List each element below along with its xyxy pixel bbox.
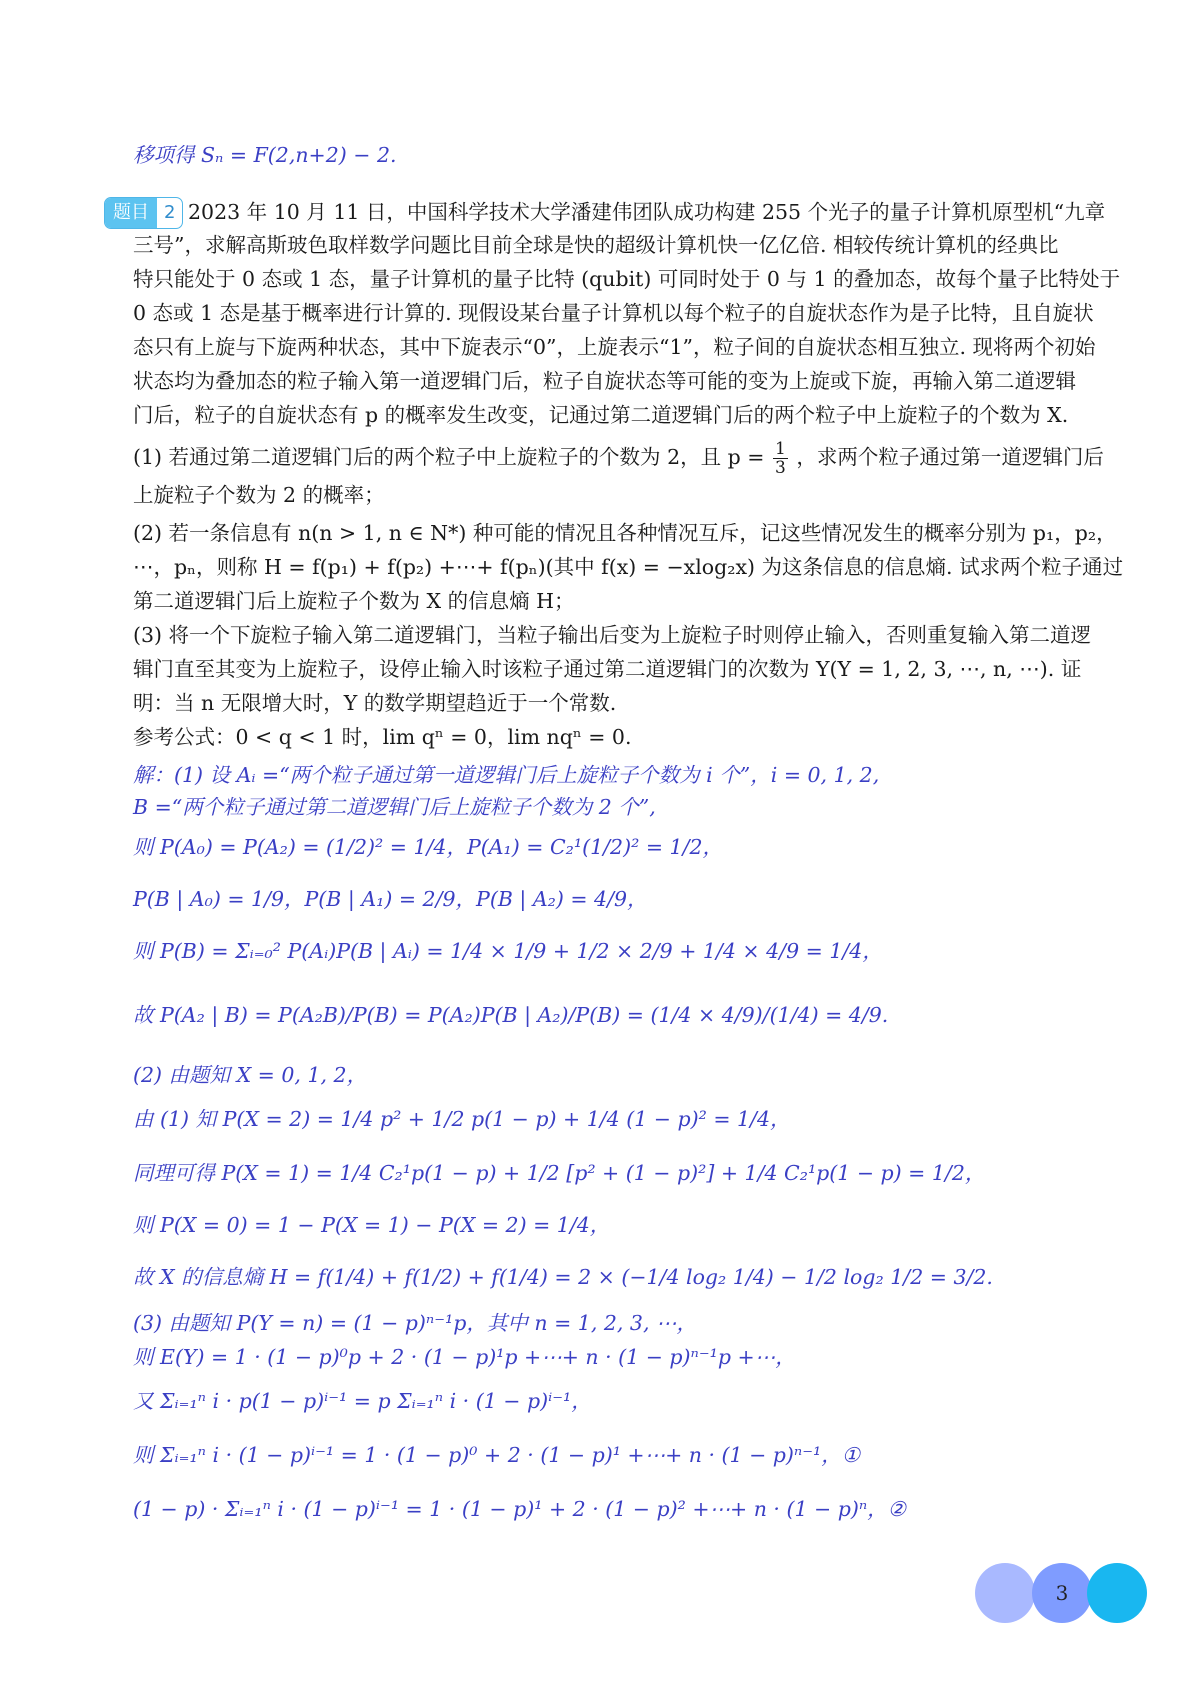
question-1-line-1 bbox=[133, 440, 1104, 477]
question-1-text-a: (1) 若通过第二道逻辑门后的两个粒子中上旋粒子的个数为 2，且 p = bbox=[133, 445, 765, 469]
solution-line-7: 由 (1) 知 P(X = 2) = 1/4 p² + 1/2 p(1 − p) + 1/4 (1 − p)² = 1/4， bbox=[133, 1107, 791, 1131]
question-1-fraction bbox=[773, 440, 788, 477]
solution-line-6: (2) 由题知 X = 0, 1, 2， bbox=[133, 1063, 368, 1087]
problem-tag-number: 2 bbox=[164, 202, 176, 223]
solution-line-14: 则 Σᵢ₌₁ⁿ i · (1 − p)ⁱ⁻¹ = 1 · (1 − p)⁰ + 2 · (1 − p)¹ +⋯+ n · (1 − p)ⁿ⁻¹，① bbox=[133, 1443, 861, 1467]
solution-line-10: 故 X 的信息熵 H = f(1/4) + f(1/2) + f(1/4) = 2 × (−1/4 log₂ 1/4) − 1/2 log₂ 1/2 = 3/2. bbox=[133, 1265, 993, 1289]
solution-line-0: 解：(1) 设 Aᵢ =“两个粒子通过第一道逻辑门后上旋粒子个数为 i 个”，i = 0, 1, 2, bbox=[133, 763, 880, 787]
page-badge-circle-left bbox=[975, 1563, 1035, 1623]
question-3-line-2: 明：当 n 无限增大时，Y 的数学期望趋近于一个常数. bbox=[133, 691, 617, 715]
question-2-line-1: ⋯，pₙ，则称 H = f(p₁) + f(p₂) +⋯+ f(pₙ)(其中 f(x) = −xlog₂x) 为这条信息的信息熵. 试求两个粒子通过 bbox=[133, 555, 1124, 579]
solution-line-13: 又 Σᵢ₌₁ⁿ i · p(1 − p)ⁱ⁻¹ = p Σᵢ₌₁ⁿ i · (1 − p)ⁱ⁻¹， bbox=[133, 1389, 592, 1413]
question-3-line-1: 辑门直至其变为上旋粒子，设停止输入时该粒子通过第二道逻辑门的次数为 Y(Y = 1, 2, 3, ⋯, n, ⋯). 证 bbox=[133, 657, 1082, 681]
solution-line-15: (1 − p) · Σᵢ₌₁ⁿ i · (1 − p)ⁱ⁻¹ = 1 · (1 − p)¹ + 2 · (1 − p)² +⋯+ n · (1 − p)ⁿ，② bbox=[133, 1497, 907, 1521]
solution-line-8: 同理可得 P(X = 1) = 1/4 C₂¹p(1 − p) + 1/2 [p² + (1 − p)²] + 1/4 C₂¹p(1 − p) = 1/2， bbox=[133, 1161, 986, 1185]
solution-line-3: P(B | A₀) = 1/9，P(B | A₁) = 2/9，P(B | A₂) = 4/9， bbox=[133, 887, 648, 911]
solution-line-12: 则 E(Y) = 1 · (1 − p)⁰p + 2 · (1 − p)¹p +⋯+ n · (1 − p)ⁿ⁻¹p +⋯， bbox=[133, 1345, 796, 1369]
page-badge-circle-right bbox=[1087, 1563, 1147, 1623]
problem-line-1: 三号”，求解高斯玻色取样数学问题比目前全球是快的超级计算机快一亿亿倍. 相较传统计算机的经典比 bbox=[133, 233, 1059, 257]
solution-line-5: 故 P(A₂ | B) = P(A₂B)/P(B) = P(A₂)P(B | A₂)/P(B) = (1/4 × 4/9)/(1/4) = 4/9. bbox=[133, 1003, 889, 1027]
problem-line-6: 门后，粒子的自旋状态有 p 的概率发生改变，记通过第二道逻辑门后的两个粒子中上旋粒子的个数为 X. bbox=[133, 403, 1069, 427]
solution-line-4: 则 P(B) = Σᵢ₌₀² P(Aᵢ)P(B | Aᵢ) = 1/4 × 1/9 + 1/2 × 2/9 + 1/4 × 4/9 = 1/4， bbox=[133, 939, 883, 963]
reference-formula: 参考公式：0 < q < 1 时，lim qⁿ = 0，lim nqⁿ = 0. bbox=[133, 725, 632, 749]
question-1-fraction-denominator: 3 bbox=[774, 458, 786, 478]
problem-tag-label: 题目 bbox=[105, 198, 157, 228]
question-1-line-2: 上旋粒子个数为 2 的概率； bbox=[133, 483, 385, 507]
page-number: 3 bbox=[1055, 1581, 1069, 1605]
question-1-text-b: ，求两个粒子通过第一道逻辑门后 bbox=[796, 445, 1104, 469]
solution-line-1: B =“两个粒子通过第二道逻辑门后上旋粒子个数为 2 个”, bbox=[133, 795, 656, 819]
solution-line-11: (3) 由题知 P(Y = n) = (1 − p)ⁿ⁻¹p，其中 n = 1, 2, 3, ⋯， bbox=[133, 1311, 698, 1335]
question-2-line-2: 第二道逻辑门后上旋粒子个数为 X 的信息熵 H； bbox=[133, 589, 575, 613]
intro-line: 移项得 Sₙ = F(2,n+2) − 2. bbox=[133, 143, 397, 167]
problem-line-4: 态只有上旋与下旋两种状态，其中下旋表示“0”，上旋表示“1”，粒子间的自旋状态相互独立. 现将两个初始 bbox=[133, 335, 1096, 359]
problem-tag bbox=[104, 197, 183, 229]
solution-line-2: 则 P(A₀) = P(A₂) = (1/2)² = 1/4，P(A₁) = C₂¹(1/2)² = 1/2， bbox=[133, 835, 724, 859]
solution-line-9: 则 P(X = 0) = 1 − P(X = 1) − P(X = 2) = 1/4， bbox=[133, 1213, 611, 1237]
question-2-line-0: (2) 若一条信息有 n(n > 1, n ∈ N*) 种可能的情况且各种情况互斥，记这些情况发生的概率分别为 p₁，p₂， bbox=[133, 521, 1117, 545]
question-3-line-0: (3) 将一个下旋粒子输入第二道逻辑门，当粒子输出后变为上旋粒子时则停止输入，否则重复输入第二道逻 bbox=[133, 623, 1092, 647]
problem-line-5: 状态均为叠加态的粒子输入第一道逻辑门后，粒子自旋状态等可能的变为上旋或下旋，再输入第二道逻辑 bbox=[133, 369, 1076, 393]
question-1-fraction-numerator: 1 bbox=[774, 439, 786, 459]
problem-line-2: 特只能处于 0 态或 1 态，量子计算机的量子比特 (qubit) 可同时处于 0 与 1 的叠加态，故每个量子比特处于 bbox=[133, 267, 1121, 291]
problem-line-0: 2023 年 10 月 11 日，中国科学技术大学潘建伟团队成功构建 255 个光子的量子计算机原型机“九章 bbox=[188, 200, 1106, 224]
problem-line-3: 0 态或 1 态是基于概率进行计算的. 现假设某台量子计算机以每个粒子的自旋状态作为是子比特，且自旋状 bbox=[133, 301, 1094, 325]
